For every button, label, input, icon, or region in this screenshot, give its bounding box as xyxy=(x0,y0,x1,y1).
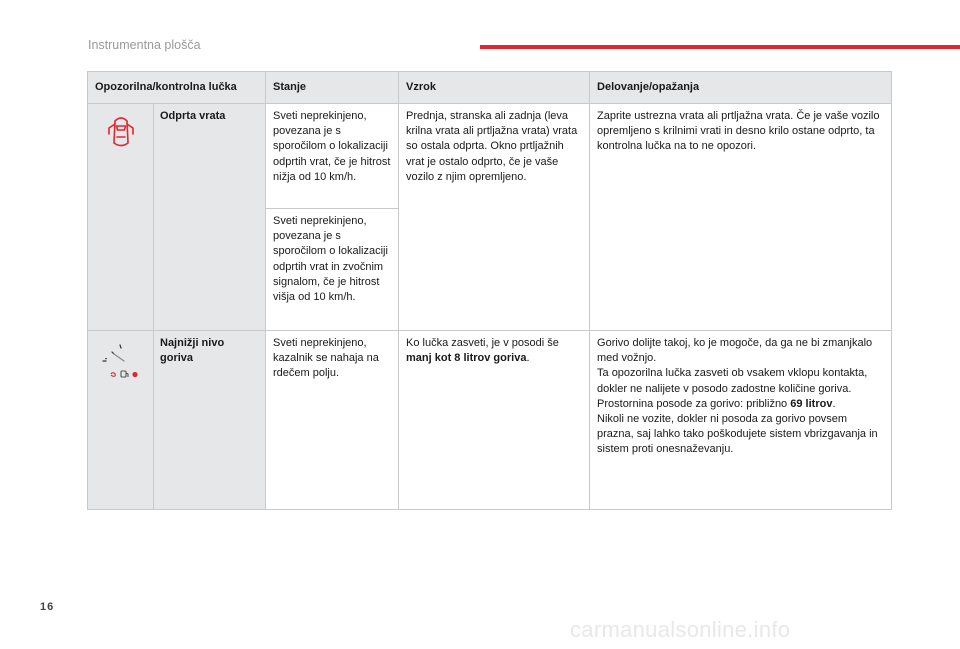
table-row xyxy=(88,331,892,510)
state-cell: Sveti neprekinjeno, povezana je s sporočilom o lokalizaciji odprtih vrat in zvočnim signalom, če je hitrost višja od 10 km/h. xyxy=(266,209,399,331)
table-header-row xyxy=(88,72,892,104)
action-text: Prostornina posode za gorivo: približno xyxy=(597,397,791,410)
cause-text: Ko lučka zasveti, je v posodi še xyxy=(406,337,559,349)
warning-lamps-table xyxy=(87,71,892,510)
lamp-name-fuel: Najnižji nivo goriva xyxy=(154,331,266,510)
table-row xyxy=(88,104,892,209)
action-cell: Zaprite ustrezna vrata ali prtljažna vrata. Če je vaše vozilo opremljeno s krilnimi vrati in desno krilo ostane odprto, ta kontrolna lučka na to ne opozori. xyxy=(590,104,892,331)
icon-cell xyxy=(88,331,154,510)
lamp-name-door: Odprta vrata xyxy=(154,104,266,331)
column-header-lamp: Opozorilna/kontrolna lučka xyxy=(88,72,266,104)
action-line: Gorivo dolijte takoj, ko je mogoče, da ga ne bi zmanjkalo med vožnjo. xyxy=(597,337,873,365)
icon-cell xyxy=(88,104,154,331)
column-header-action: Delovanje/opažanja xyxy=(590,72,892,104)
fuel-capacity-value: 69 litrov xyxy=(790,397,833,410)
state-cell: Sveti neprekinjeno, povezana je s sporočilom o lokalizaciji odprtih vrat, če je hitrost nižja od 10 km/h. xyxy=(266,104,399,209)
action-text-end: . xyxy=(832,397,836,410)
column-header-cause: Vzrok xyxy=(399,72,590,104)
state-cell: Sveti neprekinjeno, kazalnik se nahaja na rdečem polju. xyxy=(266,331,399,510)
door-open-icon xyxy=(101,112,141,152)
header-accent-bar xyxy=(480,45,960,49)
action-cell xyxy=(590,331,892,510)
column-header-state: Stanje xyxy=(266,72,399,104)
fuel-gauge-icon xyxy=(98,339,144,383)
cause-text-end: . xyxy=(526,352,530,365)
section-title: Instrumentna plošča xyxy=(88,38,201,52)
page-number: 16 xyxy=(40,601,55,613)
cause-cell: Prednja, stranska ali zadnja (leva krilna vrata ali prtljažna vrata) vrata so ostala odprta. Okno prtljažnih vrat je ostalo odprto, če je vaše vozilo z njim opremljeno. xyxy=(399,104,590,331)
cause-cell xyxy=(399,331,590,510)
action-line xyxy=(597,397,884,412)
action-line: Ta opozorilna lučka zasveti ob vsakem vklopu kontakta, dokler ne nalijete v posodo zadostne količine goriva. xyxy=(597,367,868,395)
watermark: carmanualsonline.info xyxy=(570,617,791,642)
cause-bold-text: manj kot 8 litrov goriva xyxy=(406,352,527,365)
action-line: Nikoli ne vozite, dokler ni posoda za gorivo povsem prazna, saj lahko tako poškodujete sistem vbrizgavanja in sistem proti onesnaževanju. xyxy=(597,413,878,456)
